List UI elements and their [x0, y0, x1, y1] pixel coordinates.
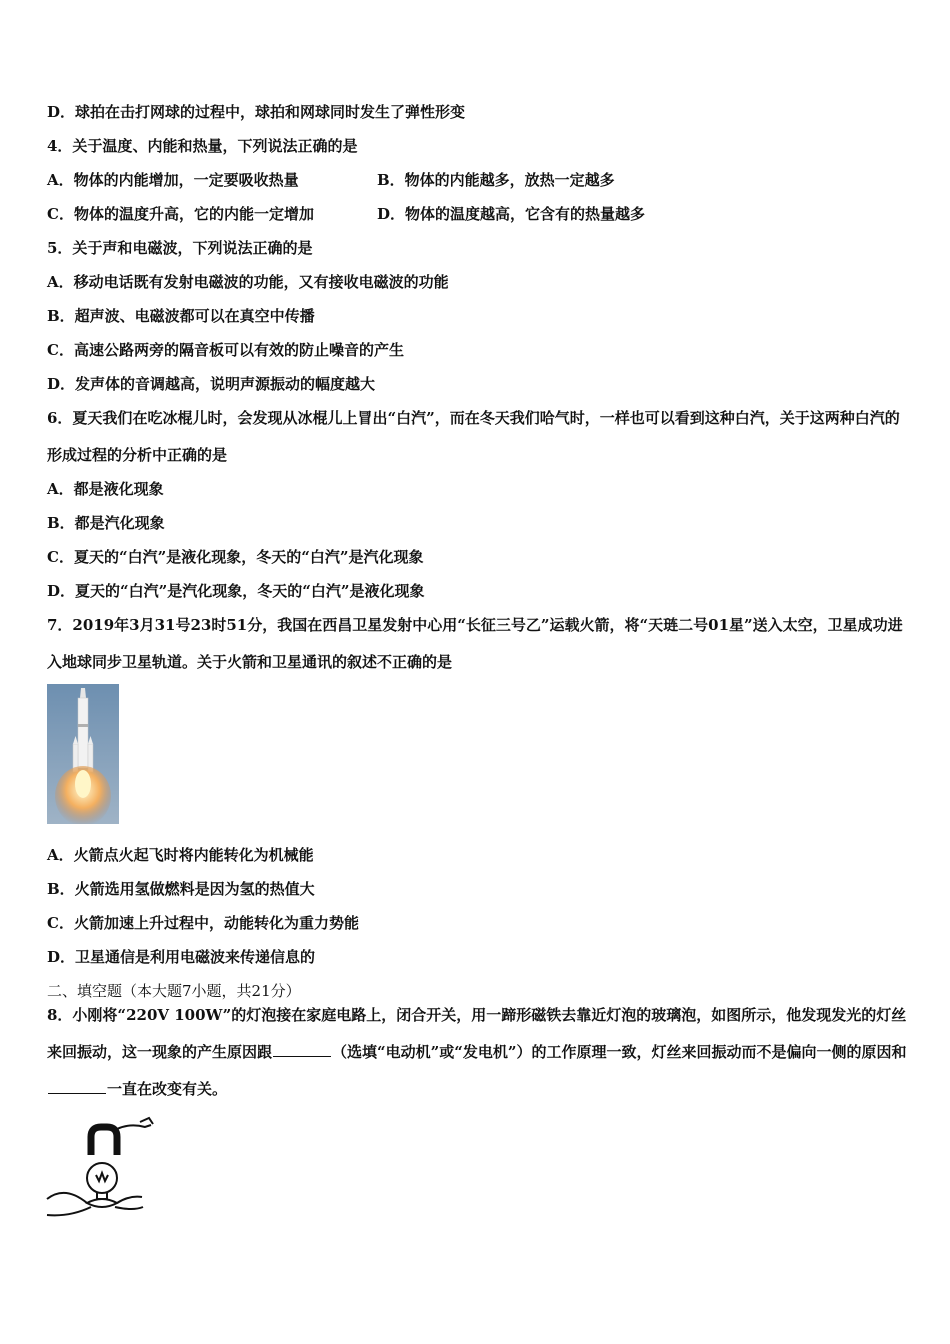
q4-option-a: A．物体的内能增加，一定要吸收热量: [47, 171, 299, 189]
q6-option-a: A．都是液化现象: [47, 480, 164, 498]
q5-option-b: B．超声波、电磁波都可以在真空中传播: [47, 307, 315, 325]
q5-stem: 5．关于声和电磁波，下列说法正确的是: [47, 239, 313, 257]
q4-option-d: D．物体的温度越高，它含有的热量越多: [377, 205, 646, 223]
q4-option-c: C．物体的温度升高，它的内能一定增加: [47, 205, 314, 223]
q5-option-c: C．高速公路两旁的隔音板可以有效的防止噪音的产生: [47, 341, 404, 359]
q5-option-a: A．移动电话既有发射电磁波的功能，又有接收电磁波的功能: [47, 273, 449, 291]
q6-option-d: D．夏天的“白汽”是汽化现象，冬天的“白汽”是液化现象: [47, 582, 425, 600]
q4-option-b: B．物体的内能越多，放热一定越多: [377, 171, 615, 189]
rocket-launch-image: [47, 684, 119, 824]
q8-text-part1: 8．小刚将“220V 100W”的灯泡接在家庭电路上，闭合开关，用一蹄形磁铁去靠近灯泡的玻璃泡，如图所示，他发现发光的灯丝来回振动，这一现象的产生原因跟: [47, 1006, 907, 1061]
q5-option-d: D．发声体的音调越高，说明声源振动的幅度越大: [47, 375, 376, 393]
answer-blank-2[interactable]: [48, 1079, 106, 1094]
magnet-bulb-diagram: [45, 1115, 155, 1220]
q3-option-d: D．球拍在击打网球的过程中，球拍和网球同时发生了弹性形变: [47, 103, 466, 121]
section-heading-fill-in: 二、填空题（本大题7小题，共21分）: [47, 982, 301, 1000]
q7-option-a: A．火箭点火起飞时将内能转化为机械能: [47, 846, 314, 864]
q7-option-c: C．火箭加速上升过程中，动能转化为重力势能: [47, 914, 359, 932]
answer-blank-1[interactable]: [273, 1042, 331, 1057]
q8-stem: [47, 997, 907, 1108]
q8-text-part3: 一直在改变有关。: [107, 1080, 228, 1098]
q6-option-b: B．都是汽化现象: [47, 514, 165, 532]
q6-stem: 6．夏天我们在吃冰棍儿时，会发现从冰棍儿上冒出“白汽”，而在冬天我们哈气时，一样也可以看到这种白汽，关于这两种白汽的形成过程的分析中正确的是: [47, 409, 900, 464]
q7-option-b: B．火箭选用氢做燃料是因为氢的热值大: [47, 880, 315, 898]
q7-option-d: D．卫星通信是利用电磁波来传递信息的: [47, 948, 316, 966]
q4-stem: 4．关于温度、内能和热量，下列说法正确的是: [47, 137, 358, 155]
q8-text-part2: （选填“电动机”或“发电机”）的工作原理一致，灯丝来回振动而不是偏向一侧的原因和: [332, 1043, 907, 1061]
q7-stem: 7．2019年3月31号23时51分，我国在西昌卫星发射中心用“长征三号乙”运载火箭，将“天琏二号01星”送入太空，卫星成功进入地球同步卫星轨道。关于火箭和卫星通讯的叙述不正确的是: [47, 616, 903, 671]
q6-option-c: C．夏天的“白汽”是液化现象，冬天的“白汽”是汽化现象: [47, 548, 424, 566]
